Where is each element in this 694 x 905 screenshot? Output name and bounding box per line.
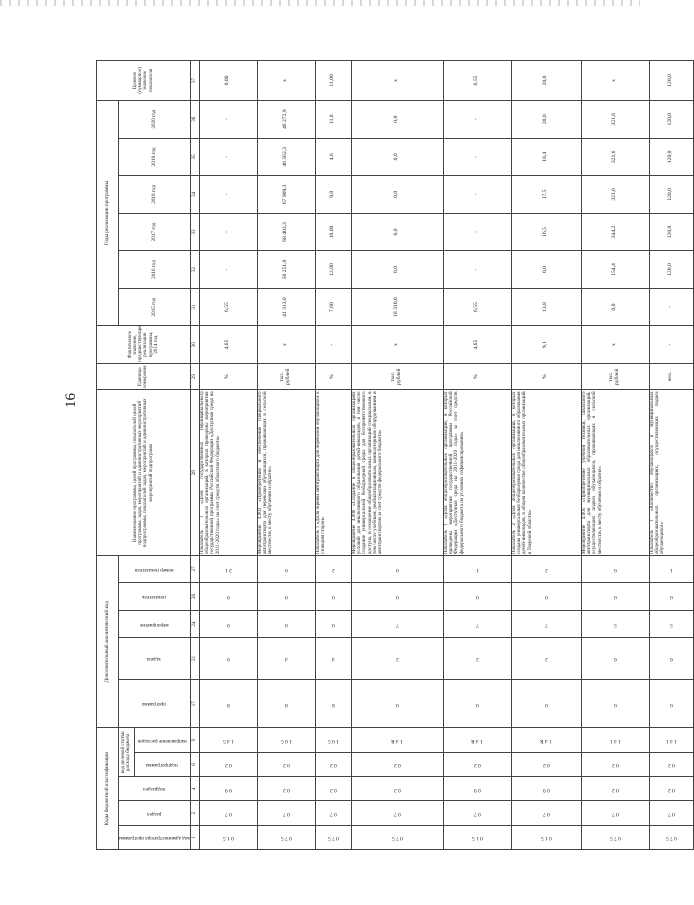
podrazdel-cell: 0 2 — [581, 777, 649, 801]
subprogram-cell: 0 2 — [257, 752, 315, 776]
podrazdel-cell: 0 2 — [257, 777, 315, 801]
subprogram-cell: 0 2 — [649, 752, 693, 776]
column-index-cell: 2 — [190, 801, 199, 825]
activity-cell: 7 — [511, 611, 581, 638]
razdel-cell: 0 7 — [581, 801, 649, 825]
admin-code-cell: 0 7 5 — [649, 825, 693, 849]
activity-cell: 0 — [199, 611, 257, 638]
names-header: Наименование программы, целей программы, показателей целей программы, задач, мероприятий и административных мероприятий подпрограммы, показателей задач, мероприятий и административных мероприятий подпрограмм — [97, 390, 191, 556]
year-2017-cell: 68 403,3 — [257, 213, 315, 251]
year-2016-header: 2016 год — [119, 251, 191, 289]
final-cell: 11,00 — [315, 61, 351, 101]
year-2020-cell: 11,0 — [315, 100, 351, 138]
year-2018-cell: 0,0 — [351, 176, 443, 214]
year-2015-cell: 13,8 — [511, 288, 581, 326]
admin-code-cell: 0 1 5 — [511, 825, 581, 849]
column-index-cell: 37 — [190, 61, 199, 101]
indicator-num-cell: 2 — [315, 556, 351, 583]
indicator-kind-header: показатель — [119, 582, 191, 611]
table-row — [649, 61, 693, 850]
razdel-cell: 0 7 — [511, 801, 581, 825]
indicator-num-cell: 0 — [351, 556, 443, 583]
table-row — [351, 61, 443, 850]
final-cell: 20,0 — [511, 61, 581, 101]
year-2020-cell: 120,0 — [649, 100, 693, 138]
task-cell: 0 — [199, 637, 257, 679]
activity-cell: 0 — [315, 611, 351, 638]
task-cell: 6 — [581, 637, 649, 679]
program-table — [96, 60, 694, 850]
indicator-kind-cell: 0 — [649, 582, 693, 611]
indicator-num-cell: 0 — [257, 556, 315, 583]
year-2018-header: 2018 год — [119, 176, 191, 214]
admin-code-cell: 0 1 5 — [443, 825, 511, 849]
column-index-cell: 32 — [190, 251, 199, 289]
program-cell: 0 — [443, 679, 511, 728]
year-2016-cell: 12,00 — [315, 251, 351, 289]
year-2016-cell: 0,0 — [351, 251, 443, 289]
table-row — [581, 61, 649, 850]
year-2020-cell: 321,6 — [581, 100, 649, 138]
column-index-cell: 31 — [190, 288, 199, 326]
description-cell: Мероприятие 4.005 «Приобретение учебной техники, школьного автотранспорта для муниципальных образовательных организаций, осуществляющих подвоз обучающихся, проживающих в сельской местности, к месту обучения и обратно» — [581, 390, 649, 556]
subprogram-header: подпрограмма — [134, 752, 190, 776]
year-2019-cell: 4,6 — [315, 138, 351, 176]
year-2017-cell: 0,0 — [351, 213, 443, 251]
event-direction-cell: 1 4 1 — [649, 728, 693, 752]
description-cell: Показатель 1 «Доля оценки автотранспорта для перевозки обучающихся к стоящим сторон» — [315, 390, 351, 556]
actual-cell: x — [257, 326, 315, 364]
unit-cell: % — [315, 363, 351, 390]
year-2020-cell: 46 272,9 — [257, 100, 315, 138]
unit-cell: % — [443, 363, 511, 390]
razdel-cell: 0 7 — [315, 801, 351, 825]
budget-codes-header: Коды бюджетной классификации — [97, 728, 119, 850]
unit-cell: тыс. рублей — [257, 363, 315, 390]
event-direction-cell: 1 4 R — [443, 728, 511, 752]
column-index-cell: 29 — [190, 363, 199, 390]
year-2018-cell: 120,0 — [649, 176, 693, 214]
year-2019-cell: 120,0 — [649, 138, 693, 176]
year-2015-cell: 6,55 — [443, 288, 511, 326]
actual-header: Фактическое значение, предшествующее реализации программы, 2014 год — [97, 326, 191, 364]
year-2015-cell: - — [649, 288, 693, 326]
column-index-cell: 30 — [190, 326, 199, 364]
year-2018-cell: 17,5 — [511, 176, 581, 214]
subprogram-cell: 0 2 — [199, 752, 257, 776]
admin-code-cell: 0 7 5 — [581, 825, 649, 849]
program-cell: 0 — [581, 679, 649, 728]
year-2016-cell: 0,0 — [511, 251, 581, 289]
subprogram-cell: 0 2 — [581, 752, 649, 776]
table-row — [199, 61, 257, 850]
column-index-cell: 26 — [190, 582, 199, 611]
table-row — [257, 61, 315, 850]
event-direction-header: направление расходов — [134, 728, 190, 752]
year-2018-cell: - — [199, 176, 257, 214]
year-2018-cell: 67 909,3 — [257, 176, 315, 214]
unit-cell: % — [199, 363, 257, 390]
podrazdel-cell: 0 9 — [511, 777, 581, 801]
description-cell: Показатель 1 «Количество обучающихся в муниципальных общеобразовательных организациях, осуществляющих подвоз обучающихся» — [649, 390, 693, 556]
activity-cell: 7 — [351, 611, 443, 638]
task-cell: 4 — [257, 637, 315, 679]
year-2019-cell: - — [443, 138, 511, 176]
year-2017-cell: 344,2 — [581, 213, 649, 251]
actual-cell: x — [351, 326, 443, 364]
column-index-cell: 27 — [190, 556, 199, 583]
year-2019-cell: 18,4 — [511, 138, 581, 176]
unit-cell: чел. — [649, 363, 693, 390]
column-index-cell: 24 — [190, 611, 199, 638]
column-index-cell: 34 — [190, 176, 199, 214]
indicator-kind-cell: 0 — [199, 582, 257, 611]
description-cell: Показатель 1 «Доля общеобразовательных организаций, в которых проведены мероприятия государственной программы Российской Федерации «Доступная среда на 2011-2020 годы» за счет средств федерального бюджета на условиях софинансирования» — [443, 390, 511, 556]
program-cell: 0 — [351, 679, 443, 728]
razdel-header: раздел — [119, 801, 191, 825]
podrazdel-cell: 0 2 — [649, 777, 693, 801]
year-2015-header: 2015 год — [119, 288, 191, 326]
indicator-kind-cell: 0 — [315, 582, 351, 611]
year-2019-cell: 0,0 — [351, 138, 443, 176]
program-cell: 8 — [199, 679, 257, 728]
program-cell: 0 — [511, 679, 581, 728]
task-cell: 2 — [443, 637, 511, 679]
event-direction-cell: 1 4 R — [351, 728, 443, 752]
description-cell: Мероприятие 4.006 «Создание в общеобразовательных организациях условий для инклюзивного образования детей-инвалидов, в том числе создание универсальной безбарьерной среды для беспрепятственного доступа, и оснащение общеобразовательных организаций специальным, в том числе учебным, реабилитационным, компьютерным оборудованием и автотранспортом за счет средств федерального бюджета» — [351, 390, 443, 556]
column-index-cell: 1 — [190, 825, 199, 849]
admin-code-header: код администратора программы — [119, 825, 191, 849]
razdel-cell: 0 7 — [351, 801, 443, 825]
description-cell: Показатель 1 «Доля государственных (муниципальных) общеобразовательных организаций, в которых проведены мероприятия государственной программы Российской Федерации «Доступная среда на 2011-2020 годы» на счет средств областного бюджета» — [199, 390, 257, 556]
activity-header: мероприятие — [119, 611, 191, 638]
column-index-cell: 21 — [190, 637, 199, 679]
actual-cell: 9,1 — [511, 326, 581, 364]
table-row — [511, 61, 581, 850]
year-2016-cell: 154,4 — [581, 251, 649, 289]
actual-cell: x — [581, 326, 649, 364]
year-2018-cell: 321,6 — [581, 176, 649, 214]
unit-cell: тыс. рублей — [581, 363, 649, 390]
year-2018-cell: 9,0 — [315, 176, 351, 214]
year-2020-cell: - — [443, 100, 511, 138]
year-2020-cell: - — [199, 100, 257, 138]
podrazdel-cell: 0 9 — [199, 777, 257, 801]
activity-cell: 0 — [257, 611, 315, 638]
year-2017-cell: 10,00 — [315, 213, 351, 251]
column-index-cell: 36 — [190, 100, 199, 138]
event-direction-cell: 1 0 5 — [315, 728, 351, 752]
year-2015-cell: 0,0 — [581, 288, 649, 326]
razdel-cell: 0 7 — [649, 801, 693, 825]
year-2019-cell: - — [199, 138, 257, 176]
event-direction-cell: 1 4 5 — [199, 728, 257, 752]
years-group-header: Годы реализации программы — [97, 100, 119, 325]
unit-cell: % — [511, 363, 581, 390]
table-row — [315, 61, 351, 850]
admin-code-cell: 0 7 5 — [257, 825, 315, 849]
activity-cell: 5 — [649, 611, 693, 638]
year-2017-header: 2017 год — [119, 213, 191, 251]
final-cell: 6,55 — [443, 61, 511, 101]
task-cell: 2 — [351, 637, 443, 679]
program-cell: 8 — [315, 679, 351, 728]
podrazdel-header: подраздел — [119, 777, 191, 801]
year-2016-cell: 50 251,0 — [257, 251, 315, 289]
task-cell: 6 — [649, 637, 693, 679]
indicator-num-cell: 2 — [511, 556, 581, 583]
year-2019-header: 2019 год — [119, 138, 191, 176]
year-2020-cell: 0,0 — [351, 100, 443, 138]
indicator-kind-cell: 0 — [443, 582, 511, 611]
year-2020-header: 2020 год — [119, 100, 191, 138]
program-header: программа — [119, 679, 191, 728]
indicator-kind-cell: 0 — [581, 582, 649, 611]
year-2019-cell: 46 562,3 — [257, 138, 315, 176]
column-index-cell: 33 — [190, 213, 199, 251]
subprogram-cell: 0 2 — [351, 752, 443, 776]
year-2017-cell: - — [443, 213, 511, 251]
year-2018-cell: - — [443, 176, 511, 214]
admin-code-cell: 0 7 5 — [351, 825, 443, 849]
indicator-kind-cell: 0 — [257, 582, 315, 611]
additional-code-header: Дополнительный аналитический код — [97, 556, 119, 728]
program-cell: 8 — [257, 679, 315, 728]
unit-header: Единица измерения — [97, 363, 191, 390]
actual-cell: 4,65 — [443, 326, 511, 364]
year-2017-cell: 16,5 — [511, 213, 581, 251]
final-cell: x — [351, 61, 443, 101]
column-index-cell: 17 — [190, 679, 199, 728]
description-cell: Показатель 2 «Доля общеобразовательных организаций, в которых создана универсальная безбарьерная среда для инклюзивного образования детей-инвалидов, в общем количестве общеобразовательных организаций в Тверской области» — [511, 390, 581, 556]
year-2015-cell: 7,60 — [315, 288, 351, 326]
column-index-row — [190, 61, 199, 850]
actual-cell: 4,65 — [199, 326, 257, 364]
indicator-kind-cell: 0 — [351, 582, 443, 611]
column-index-cell: 9 — [190, 728, 199, 752]
actual-cell: - — [315, 326, 351, 364]
task-cell: 2 — [511, 637, 581, 679]
activity-cell: 5 — [581, 611, 649, 638]
column-index-cell: 6 — [190, 752, 199, 776]
year-2015-cell: 6,55 — [199, 288, 257, 326]
table-row — [443, 61, 511, 850]
year-2015-cell: 18 310,0 — [351, 288, 443, 326]
final-cell: 120,0 — [649, 61, 693, 101]
year-2015-cell: 41 313,0 — [257, 288, 315, 326]
razdel-cell: 0 7 — [257, 801, 315, 825]
subprogram-cell: 0 2 — [443, 752, 511, 776]
unit-cell: тыс. рублей — [351, 363, 443, 390]
year-2017-cell: 120,0 — [649, 213, 693, 251]
task-cell: 4 — [315, 637, 351, 679]
year-2017-cell: - — [199, 213, 257, 251]
description-cell: Мероприятие 4.002 «Приобретение и обеспечение специального автотранспорта для перевозки обучающихся, проживающих в сельской местности, к месту обучения и обратно» — [257, 390, 315, 556]
final-cell: 0,00 — [199, 61, 257, 101]
year-2016-cell: - — [199, 251, 257, 289]
razdel-cell: 0 7 — [443, 801, 511, 825]
column-index-cell: 35 — [190, 138, 199, 176]
indicator-num-cell: 0 — [581, 556, 649, 583]
subprogram-cell: 0 2 — [315, 752, 351, 776]
indicator-num-cell: 2 1 — [199, 556, 257, 583]
year-2020-cell: 20,0 — [511, 100, 581, 138]
rotated-program-table-page — [96, 60, 677, 850]
indicator-num-cell: 1 — [443, 556, 511, 583]
year-2016-cell: 120,0 — [649, 251, 693, 289]
podrazdel-cell: 0 2 — [315, 777, 351, 801]
column-index-cell: 4 — [190, 777, 199, 801]
task-header: задача — [119, 637, 191, 679]
page-number: 16 — [63, 393, 79, 408]
scan-artifact-strip — [0, 0, 640, 6]
subprogram-cell: 0 2 — [511, 752, 581, 776]
razdel-cell: 0 7 — [199, 801, 257, 825]
main-expense-header: код целевой статьи расхода бюджета — [119, 728, 135, 777]
admin-code-cell: 0 7 5 — [315, 825, 351, 849]
indicator-num-header: номер показателя — [119, 556, 191, 583]
event-direction-cell: 1 4 R — [511, 728, 581, 752]
program-cell: 0 — [649, 679, 693, 728]
year-2019-cell: 321,6 — [581, 138, 649, 176]
activity-cell: 7 — [443, 611, 511, 638]
indicator-num-cell: 1 — [649, 556, 693, 583]
event-direction-cell: 1 0 5 — [257, 728, 315, 752]
final-cell: x — [581, 61, 649, 101]
event-direction-cell: 1 4 1 — [581, 728, 649, 752]
final-header: Целевое (суммарное) значение показателя — [97, 61, 191, 101]
year-2016-cell: - — [443, 251, 511, 289]
column-index-cell: 28 — [190, 390, 199, 556]
admin-code-cell: 0 1 5 — [199, 825, 257, 849]
final-cell: x — [257, 61, 315, 101]
podrazdel-cell: 0 9 — [443, 777, 511, 801]
podrazdel-cell: 0 2 — [351, 777, 443, 801]
actual-cell: - — [649, 326, 693, 364]
indicator-kind-cell: 0 — [511, 582, 581, 611]
